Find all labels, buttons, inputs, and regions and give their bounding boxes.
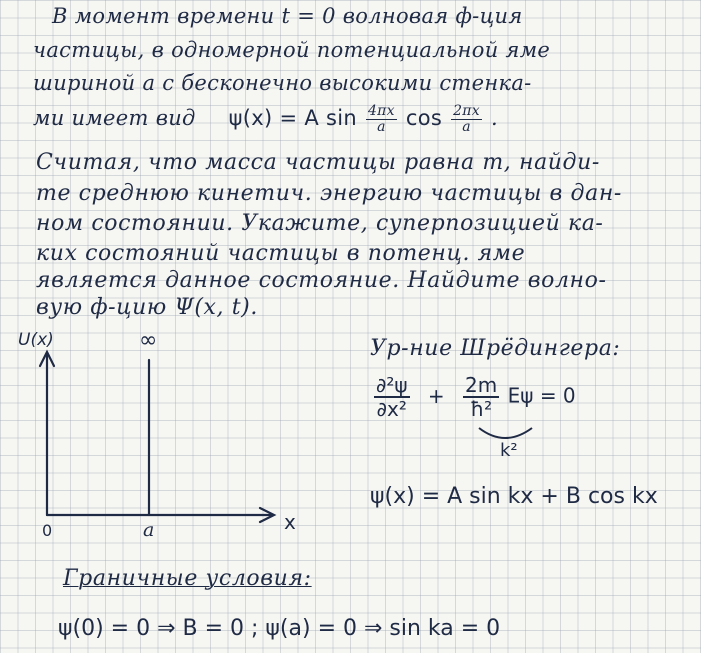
equation-tail: Eψ = 0 xyxy=(507,383,576,408)
task-line-3: ном состоянии. Укажите, суперпозицией ка- xyxy=(36,211,604,236)
schrodinger-title: Ур-ние Шрёдингера: xyxy=(370,336,621,361)
infinity-label: ∞ xyxy=(139,328,158,353)
wavefunction-lhs: ψ(x) = A sin xyxy=(228,106,357,130)
a-label: a xyxy=(143,519,155,541)
frac-sin-num: 4πx xyxy=(367,103,395,119)
boundary-title: Граничные условия: xyxy=(63,566,312,591)
wavefunction-cos: cos xyxy=(405,106,443,130)
problem-line-1: В момент времени t = 0 волновая ф-ция xyxy=(52,4,523,28)
task-line-1: Считая, что масса частицы равна m, найди- xyxy=(36,150,600,175)
coefficient-den: ħ² xyxy=(470,397,493,421)
y-axis-label: U(x) xyxy=(18,330,54,350)
problem-line-2: частицы, в одномерной потенциальной яме xyxy=(33,38,551,62)
k-squared-label: k² xyxy=(500,440,518,461)
problem-line-3: шириной a с бесконечно высокими стенка- xyxy=(33,71,532,95)
x-axis-label: x xyxy=(284,510,296,534)
boundary-conditions: ψ(0) = 0 ⇒ B = 0 ; ψ(a) = 0 ⇒ sin ka = 0 xyxy=(58,616,501,641)
frac-cos-den: a xyxy=(462,119,471,135)
origin-label: 0 xyxy=(42,521,53,540)
task-line-4: ких состояний частицы в потенц. яме xyxy=(36,241,526,266)
task-line-2: те среднюю кинетич. энергию частицы в дан- xyxy=(36,181,622,206)
equation-plus: + xyxy=(427,383,445,408)
wavefunction-end: . xyxy=(490,106,498,130)
task-line-5: является данное состояние. Найдите волно- xyxy=(36,268,607,293)
second-derivative-num: ∂²ψ xyxy=(376,373,408,397)
frac-sin-den: a xyxy=(377,119,386,135)
frac-cos-num: 2πx xyxy=(453,103,480,119)
problem-line-4-text: ми имеет вид xyxy=(33,106,196,130)
coefficient-num: 2m xyxy=(465,373,498,397)
task-line-6: вую ф-цию Ψ(x, t). xyxy=(36,295,258,320)
general-solution: ψ(x) = A sin kx + B cos kx xyxy=(370,484,658,509)
second-derivative-den: ∂x² xyxy=(376,397,407,421)
